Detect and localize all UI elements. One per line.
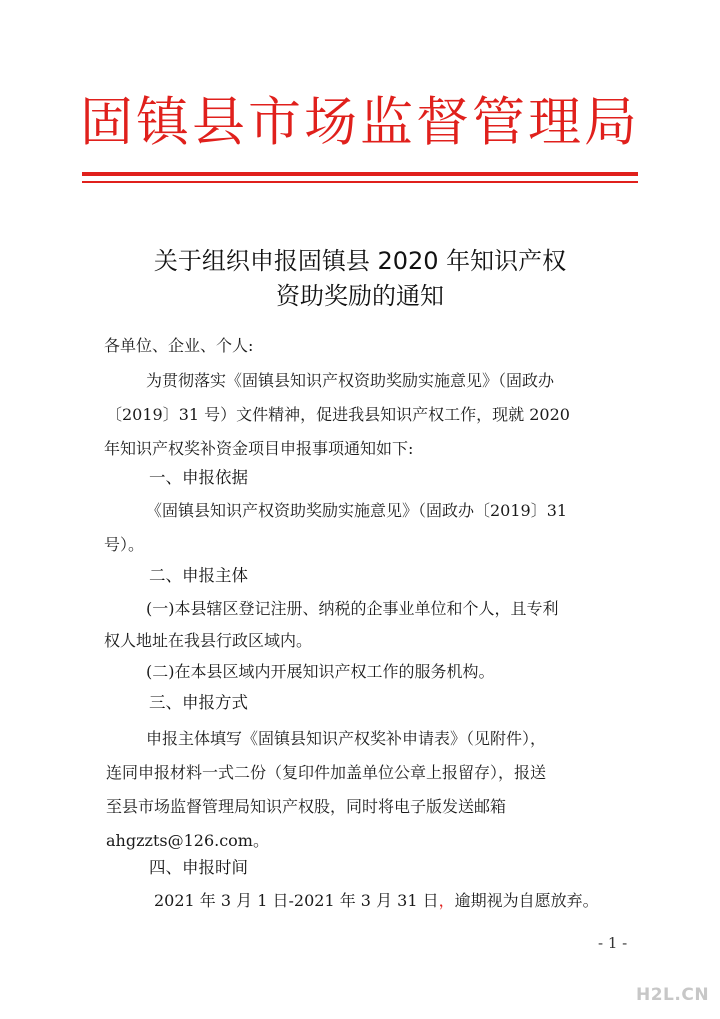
section-1-heading: 一、申报依据 (149, 468, 248, 487)
site-watermark: H2L.CN (636, 985, 710, 1005)
intro-line-3: 年知识产权奖补资金项目申报事项通知如下: (104, 439, 414, 458)
letterhead-org-name: 固镇县市场监督管理局 (80, 92, 640, 153)
section-3-email: ahgzzts@126.com。 (106, 831, 269, 850)
page-number: - 1 - (598, 934, 628, 952)
section-2-heading: 二、申报主体 (149, 566, 248, 585)
section-2-item-1-line-2: 权人地址在我县行政区域内。 (104, 631, 313, 650)
section-3-heading: 三、申报方式 (149, 693, 248, 712)
section-3-line-2: 连同申报材料一式二份（复印件加盖单位公章上报留存），报送 (106, 763, 547, 782)
section-3-line-1: 申报主体填写《固镇县知识产权奖补申请表》（见附件）， (146, 729, 547, 748)
section-1-line-1: 《固镇县知识产权资助奖励实施意见》（固政办〔2019〕31 (146, 501, 568, 520)
section-3-line-3: 至县市场监督管理局知识产权股，同时将电子版发送邮箱 (106, 797, 507, 816)
section-4-red-comma: ， (438, 891, 455, 910)
section-4-line-1 (0, 889, 720, 913)
section-4-date-range: 2021 年 3 月 1 日-2021 年 3 月 31 日 (154, 891, 439, 910)
intro-line-1: 为贯彻落实《固镇县知识产权资助奖励实施意见》（固政办 (146, 371, 555, 390)
salutation: 各单位、企业、个人: (104, 336, 254, 355)
section-4-deadline-note: 逾期视为自愿放弃。 (454, 891, 599, 910)
section-2-item-2: (二)在本县区域内开展知识产权工作的服务机构。 (146, 662, 495, 681)
doc-title-line-2: 资助奖励的通知 (276, 282, 444, 310)
section-2-item-1-line-1: (一)本县辖区登记注册、纳税的企事业单位和个人，且专利 (146, 599, 559, 618)
letterhead-rule-thin (82, 181, 638, 183)
section-4-heading: 四、申报时间 (149, 858, 248, 877)
section-1-line-2: 号）。 (104, 535, 145, 554)
letterhead-rule-thick (82, 172, 638, 176)
doc-title-line-1: 关于组织申报固镇县 2020 年知识产权 (153, 247, 567, 275)
intro-line-2: 〔2019〕31 号）文件精神，促进我县知识产权工作，现就 2020 (106, 405, 570, 424)
